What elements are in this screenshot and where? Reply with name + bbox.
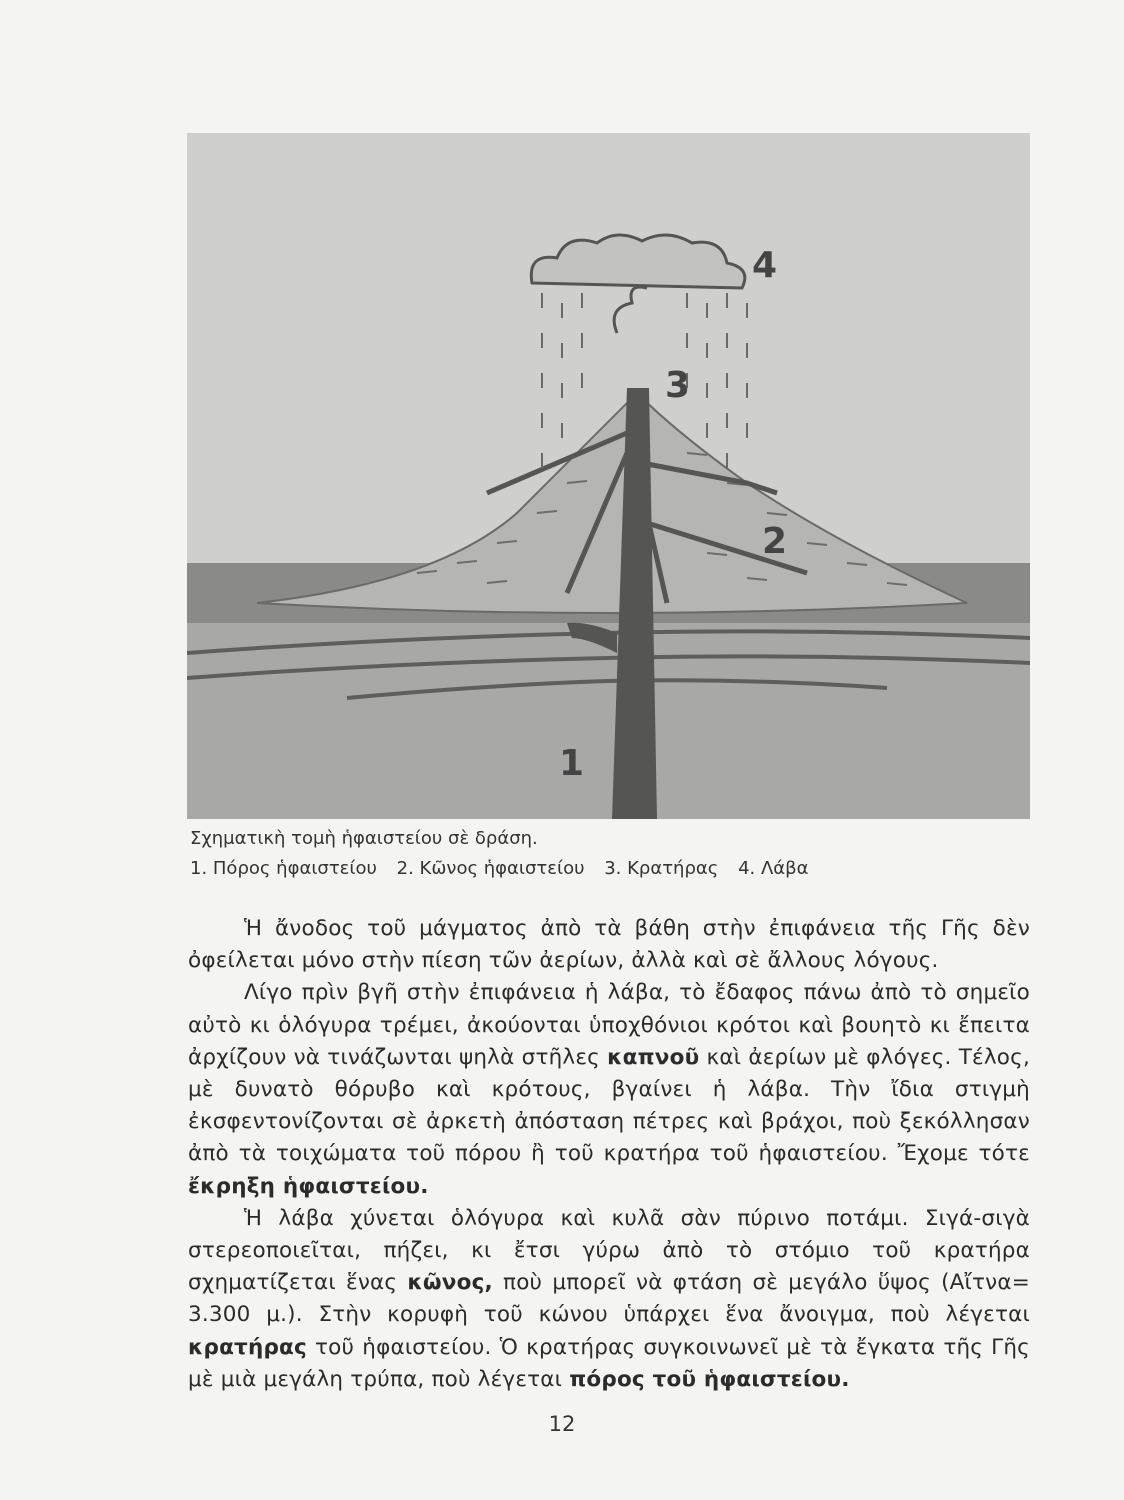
text-run: ποὺ μπορεῖ νὰ φτάση σὲ μεγάλο ὕψος (Αἴτνα= 3.300 μ.). Στὴν κορυφὴ τοῦ κώνου ὑπάρχει ἕνα ἄνοιγμα, ποὺ λέγεται <box>188 1270 1030 1328</box>
text-run: τοῦ ἡφαιστείου. Ὁ κρατήρας συγκοινωνεῖ μὲ τὰ ἔγκατα τῆς Γῆς μὲ μιὰ μεγάλη τρύπα, ποὺ λέγεται <box>188 1334 1030 1392</box>
figure-label-3: 3 <box>665 365 691 406</box>
bold-term: κρατήρας <box>188 1334 307 1360</box>
figure-label-4: 4 <box>752 245 778 286</box>
caption-legend <box>190 854 823 884</box>
page-number: 12 <box>548 1412 576 1436</box>
volcano-cross-section-drawing <box>187 133 1030 819</box>
paragraph-2 <box>188 977 1030 1202</box>
legend-item: 1. Πόρος ἡφαιστείου <box>190 858 377 879</box>
text-run: καὶ ἀερίων μὲ φλόγες. Τέλος, μὲ δυνατὸ θόρυβο καὶ κρότους, βγαίνει ἡ λάβα. Τὴν ἴδια στιγμὴ ἐκσφεντονίζονται σὲ ἀρκετὴ ἀπόσταση πέτρες καὶ βράχοι, ποὺ ξεκόλλησαν ἀπὸ τὰ τοιχώματα τοῦ πόρου ἢ τοῦ κρατήρα τοῦ ἡφαιστείου. Ἔχομε τότε <box>188 1044 1030 1167</box>
legend-item: 4. Λάβα <box>738 858 809 879</box>
legend-item: 2. Κῶνος ἡφαιστείου <box>396 858 585 879</box>
paragraph-3 <box>188 1203 1030 1396</box>
bold-term: καπνοῦ <box>607 1044 700 1070</box>
bold-term: ἔκρηξη ἡφαιστείου. <box>188 1173 429 1199</box>
figure-label-2: 2 <box>762 521 788 562</box>
paragraph-1 <box>188 913 1030 977</box>
figure-caption <box>190 824 823 884</box>
bold-term: πόρος τοῦ ἡφαιστείου. <box>569 1366 850 1392</box>
text-run: Λίγο πρὶν βγῆ στὴν ἐπιφάνεια ἡ λάβα, τὸ ἔδαφος πάνω ἀπὸ τὸ σημεῖο αὐτὸ κι ὁλόγυρα τρέμει, ἀκούονται ὑποχθόνιοι κρότοι καὶ βουητὸ κι ἔπειτα ἀρχίζουν νὰ τινάζωνται ψηλὰ στῆλες <box>188 980 1030 1070</box>
text-run: Ἡ ἄνοδος τοῦ μάγματος ἀπὸ τὰ βάθη στὴν ἐπιφάνεια τῆς Γῆς δὲν ὀφείλεται μόνο στὴν πίεση τῶν ἀερίων, ἀλλὰ καὶ σὲ ἄλλους λόγους. <box>188 916 1030 974</box>
text-run: Ἡ λάβα χύνεται ὁλόγυρα καὶ κυλᾶ σὰν πύρινο ποτάμι. Σιγά-σιγὰ στερεοποιεῖται, πήζει, κι ἔτσι γύρω ἀπὸ τὸ στόμιο τοῦ κρατήρα σχηματίζεται ἕνας <box>188 1205 1030 1296</box>
legend-item: 3. Κρατήρας <box>604 858 719 879</box>
caption-title: Σχηματικὴ τομὴ ἡφαιστείου σὲ δράση. <box>190 828 538 849</box>
body-text <box>188 913 1030 1396</box>
figure-label-1: 1 <box>559 743 585 784</box>
bold-term: κῶνος, <box>407 1270 493 1296</box>
volcano-figure <box>187 133 1030 819</box>
